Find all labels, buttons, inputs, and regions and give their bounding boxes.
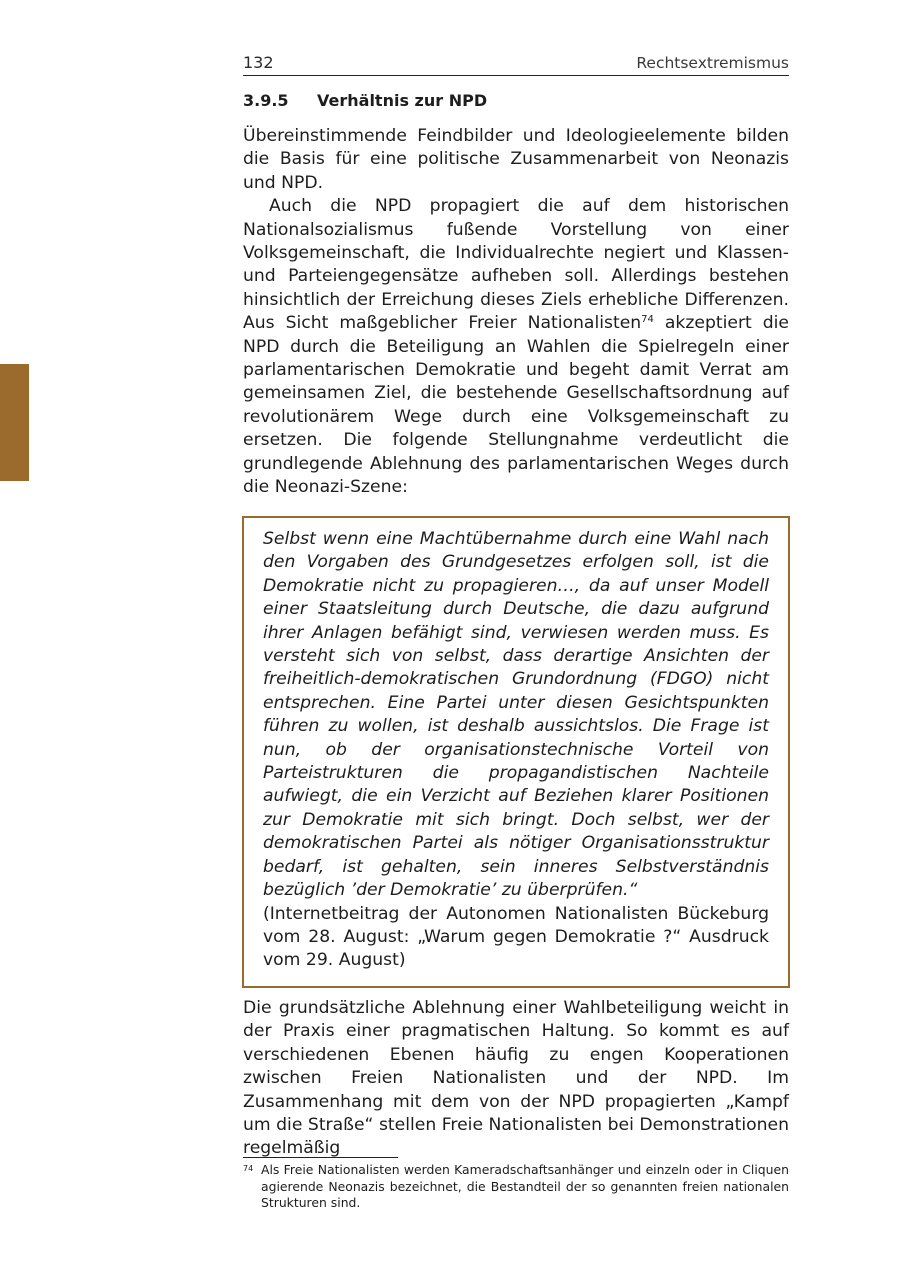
footnote-number: 74: [243, 1164, 254, 1173]
paragraph-2: [243, 195, 789, 499]
footnote-reference[interactable]: 74: [641, 314, 654, 326]
page-number: 132: [243, 53, 274, 72]
paragraph-1: Übereinstimmende Feindbilder und Ideologieelemente bilden die Basis für eine politische Zusammenarbeit von Neonazis und NPD.: [243, 126, 789, 193]
footnote-text: Als Freie Nationalisten werden Kameradschaftsanhänger und einzeln oder in Cliquen agierende Neonazis bezeichnet, die Bestandteil der so genannten freien nationalen Strukturen sind.: [261, 1162, 789, 1210]
quote-box: [242, 516, 790, 988]
section-title: Verhältnis zur NPD: [317, 91, 488, 110]
paragraph-2-part-a: Auch die NPD propagiert die auf dem historischen Nationalsozialismus fußende Vorstellung von einer Volksgemeinschaft, die Individualrechte negiert und Klassen- und Parteiengegensätze aufheben soll. Allerdings bestehen hinsichtlich der Erreichung dieses Ziels erhebliche Differenzen. Aus Sicht maßgeblicher Freier Nationalisten: [243, 196, 789, 334]
paragraph-2-part-b: akzeptiert die NPD durch die Beteiligung an Wahlen die Spielregeln einer parlamentarischen Demokratie und begeht damit Verrat am gemeinsamen Ziel, die bestehende Gesellschaftsordnung auf revolutionärem Wege durch eine Volksgemeinschaft zu ersetzen. Die folgende Stellungnahme verdeutlicht die grundlegende Ablehnung des parlamentarischen Weges durch die Neonazi-Szene:: [243, 313, 789, 498]
intro-text: [243, 125, 789, 500]
running-title: Rechtsextremismus: [636, 54, 789, 72]
section-heading: [243, 91, 789, 110]
chapter-tab-marker: [0, 364, 29, 481]
quote-text: Selbst wenn eine Machtübernahme durch eine Wahl nach den Vorgaben des Grundgesetzes erfolgen soll, ist die Demokratie nicht zu propagieren…, da auf unser Modell einer Staatsleitung durch Deutsche, die dazu aufgrund ihrer Anlagen befähigt sind, verwiesen werden muss. Es versteht sich von selbst, dass derartige Ansichten der freiheitlich-demokratischen Grundordnung (FDGO) nicht entsprechen. Eine Partei unter diesen Gesichtspunkten führen zu wollen, ist deshalb aussichtslos. Die Frage ist nun, ob der organisationstechnische Vorteil von Parteistrukturen die propagandistischen Nachteile aufwiegt, die ein Verzicht auf Beziehen klarer Positionen zur Demokratie mit sich bringt. Doch selbst, wer der demokratischen Partei als nötiger Organisationsstruktur bedarf, ist gehalten, sein inneres Selbstverständnis bezüglich ’der Demokratie’ zu überprüfen.“: [263, 529, 769, 901]
paragraph-3: Die grundsätzliche Ablehnung einer Wahlbeteiligung weicht in der Praxis einer pragmatischen Haltung. So kommt es auf verschiedenen Ebenen häufig zu engen Kooperationen zwischen Freien Nationalisten und der NPD. Im Zusammenhang mit dem von der NPD propagierten „Kampf um die Straße“ stellen Freie Nationalisten bei Demonstrationen regelmäßig: [243, 998, 789, 1159]
section-number: 3.9.5: [243, 91, 289, 110]
page-header: [243, 53, 789, 76]
footnote: [243, 1162, 789, 1212]
footnote-divider: [243, 1157, 398, 1158]
quote-source: (Internetbeitrag der Autonomen Nationalisten Bückeburg vom 28. August: „Warum gegen Demokratie ?“ Ausdruck vom 29. August): [263, 903, 769, 971]
closing-text: [243, 997, 789, 1161]
